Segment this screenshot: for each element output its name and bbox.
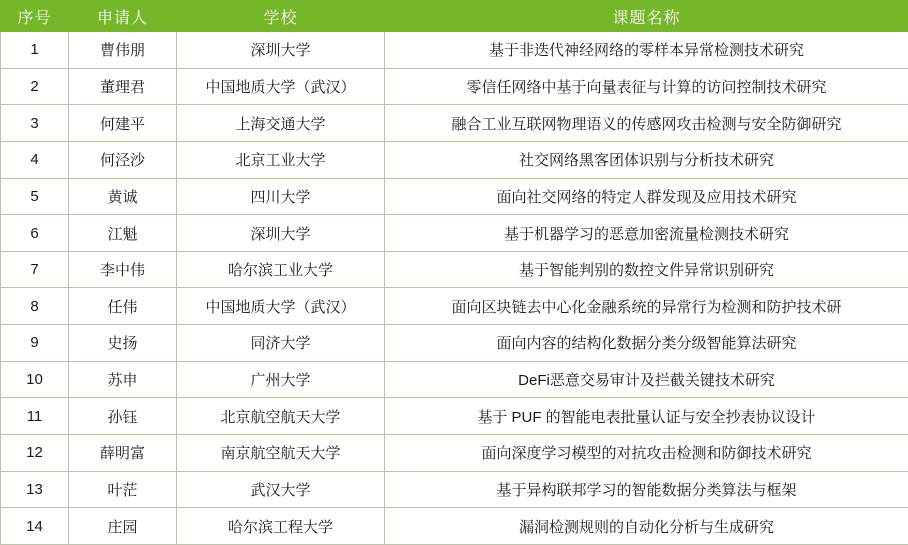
cell-project-title: 基于异构联邦学习的智能数据分类算法与框架: [385, 471, 908, 508]
cell-applicant: 何泾沙: [69, 141, 177, 178]
table-row: [1, 325, 908, 362]
cell-project-title: 面向深度学习模型的对抗攻击检测和防御技术研究: [385, 435, 908, 472]
table-row: [1, 251, 908, 288]
cell-school: 同济大学: [177, 325, 385, 362]
cell-school: 北京航空航天大学: [177, 398, 385, 435]
cell-index: 9: [1, 325, 69, 362]
cell-applicant: 史扬: [69, 325, 177, 362]
cell-school: 广州大学: [177, 361, 385, 398]
cell-applicant: 叶茫: [69, 471, 177, 508]
cell-index: 1: [1, 32, 69, 69]
table-row: [1, 398, 908, 435]
cell-school: 深圳大学: [177, 32, 385, 69]
cell-project-title: 零信任网络中基于向量表征与计算的访问控制技术研究: [385, 68, 908, 105]
cell-index: 3: [1, 105, 69, 142]
cell-project-title: 基于 PUF 的智能电表批量认证与安全抄表协议设计: [385, 398, 908, 435]
table-row: [1, 361, 908, 398]
table-row: [1, 141, 908, 178]
cell-index: 4: [1, 141, 69, 178]
table-header-row: [1, 1, 908, 32]
table-row: [1, 508, 908, 545]
cell-applicant: 江魁: [69, 215, 177, 252]
cell-applicant: 庄园: [69, 508, 177, 545]
cell-school: 上海交通大学: [177, 105, 385, 142]
cell-index: 11: [1, 398, 69, 435]
cell-school: 哈尔滨工业大学: [177, 251, 385, 288]
cell-school: 四川大学: [177, 178, 385, 215]
table-row: [1, 435, 908, 472]
cell-applicant: 苏申: [69, 361, 177, 398]
cell-project-title: 融合工业互联网物理语义的传感网攻击检测与安全防御研究: [385, 105, 908, 142]
table-row: [1, 68, 908, 105]
table-row: [1, 105, 908, 142]
cell-project-title: DeFi恶意交易审计及拦截关键技术研究: [385, 361, 908, 398]
cell-index: 10: [1, 361, 69, 398]
cell-project-title: 漏洞检测规则的自动化分析与生成研究: [385, 508, 908, 545]
cell-applicant: 曹伟朋: [69, 32, 177, 69]
cell-school: 深圳大学: [177, 215, 385, 252]
cell-school: 北京工业大学: [177, 141, 385, 178]
cell-index: 13: [1, 471, 69, 508]
cell-index: 8: [1, 288, 69, 325]
table-row: [1, 288, 908, 325]
cell-index: 6: [1, 215, 69, 252]
cell-index: 5: [1, 178, 69, 215]
cell-project-title: 基于机器学习的恶意加密流量检测技术研究: [385, 215, 908, 252]
cell-applicant: 孙钰: [69, 398, 177, 435]
cell-project-title: 基于非迭代神经网络的零样本异常检测技术研究: [385, 32, 908, 69]
cell-applicant: 李中伟: [69, 251, 177, 288]
table-row: [1, 32, 908, 69]
cell-index: 12: [1, 435, 69, 472]
cell-applicant: 何建平: [69, 105, 177, 142]
cell-project-title: 面向社交网络的特定人群发现及应用技术研究: [385, 178, 908, 215]
cell-project-title: 面向区块链去中心化金融系统的异常行为检测和防护技术研: [385, 288, 908, 325]
column-header-school: 学校: [177, 1, 385, 32]
table-row: [1, 215, 908, 252]
column-header-index: 序号: [1, 1, 69, 32]
cell-applicant: 任伟: [69, 288, 177, 325]
column-header-applicant: 申请人: [69, 1, 177, 32]
table-header: [1, 1, 908, 32]
cell-project-title: 社交网络黑客团体识别与分析技术研究: [385, 141, 908, 178]
cell-index: 14: [1, 508, 69, 545]
cell-school: 南京航空航天大学: [177, 435, 385, 472]
cell-project-title: 面向内容的结构化数据分类分级智能算法研究: [385, 325, 908, 362]
table-body: [1, 32, 908, 545]
table-row: [1, 471, 908, 508]
cell-school: 哈尔滨工程大学: [177, 508, 385, 545]
column-header-project-title: 课题名称: [385, 1, 908, 32]
cell-school: 中国地质大学（武汉）: [177, 68, 385, 105]
cell-applicant: 黄诚: [69, 178, 177, 215]
cell-applicant: 董理君: [69, 68, 177, 105]
cell-project-title: 基于智能判别的数控文件异常识别研究: [385, 251, 908, 288]
cell-school: 中国地质大学（武汉）: [177, 288, 385, 325]
cell-index: 7: [1, 251, 69, 288]
cell-applicant: 薛明富: [69, 435, 177, 472]
table-row: [1, 178, 908, 215]
cell-index: 2: [1, 68, 69, 105]
cell-school: 武汉大学: [177, 471, 385, 508]
